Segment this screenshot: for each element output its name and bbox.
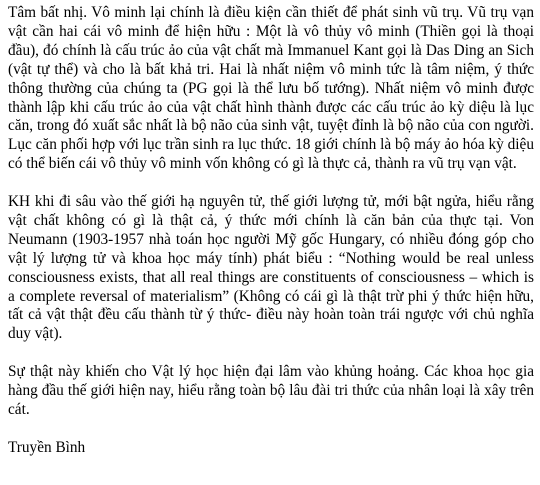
paragraph-vo-minh: Tâm bất nhị. Vô minh lại chính là điều kiện cần thiết để phát sinh vũ trụ. Vũ trụ vạn vật cần hai cái vô minh để hiện hữu : Một là vô thủy vô minh (Thiền gọi là thoại đầu), đó chính là cấu trúc ảo của vật chất mà Immanuel Kant gọi là Das Ding an Sich (vật tự thể) và cho là bất khả tri. Hai là nhất niệm vô minh tức là tâm niệm, ý thức thông thường của chúng ta (PG gọi là thể lưu bố tướng). Nhất niệm vô minh được thành lập khi cấu trúc ảo của vật chất hình thành được các cấu trúc ảo kỳ diệu là lục căn, trong đó xuất sắc nhất là bộ não của sinh vật, tuyệt đỉnh là bộ não của con người. Lục căn phối hợp với lục trần sinh ra lục thức. 18 giới chính là bộ máy ảo hóa kỳ diệu có thể biến cái vô thủy vô minh vốn không có gì là thực cả, thành ra vũ trụ vạn vật. <box>8 4 534 173</box>
paragraph-von-neumann: KH khi đi sâu vào thế giới hạ nguyên tử, thế giới lượng tử, mới bật ngửa, hiểu rằng vật chất không có gì là thật cả, ý thức mới chính là căn bản của thực tại. Von Neumann (1903-1957 nhà toán học người Mỹ gốc Hungary, có nhiều đóng góp cho vật lý lượng tử và khoa học máy tính) phát biểu : “Nothing would be real unless consciousness exists, that all real things are constituents of consciousness – which is a complete reversal of materialism” (Không có cái gì là thật trừ phi ý thức hiện hữu, tất cả vật thật đều cấu thành từ ý thức- điều này hoàn toàn trái ngược với chủ nghĩa duy vật). <box>8 193 534 343</box>
author-signature: Truyền Bình <box>8 438 86 456</box>
document-page <box>8 4 534 458</box>
paragraph-khung-hoang: Sự thật này khiến cho Vật lý học hiện đại lâm vào khủng hoảng. Các khoa học gia hàng đầu thế giới hiện nay, hiểu rằng toàn bộ lâu đài tri thức của nhân loại là xây trên cát. <box>8 363 534 418</box>
